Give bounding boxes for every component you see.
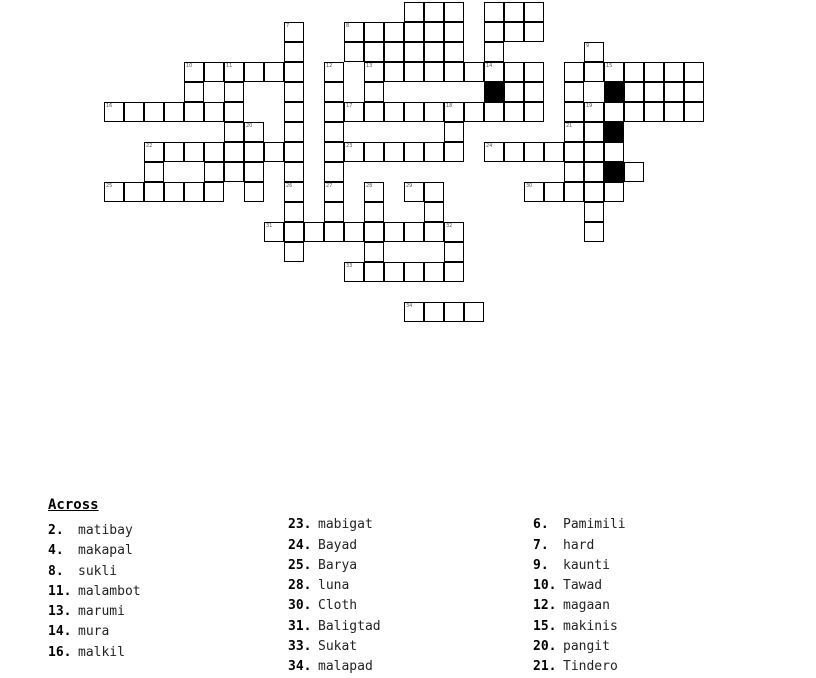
grid-cell-number: 23: [346, 143, 353, 149]
grid-cell[interactable]: [524, 142, 544, 162]
grid-cell[interactable]: [444, 242, 464, 262]
clue-item[interactable]: [533, 556, 803, 576]
grid-cell[interactable]: [604, 62, 624, 82]
grid-cell[interactable]: [664, 62, 684, 82]
grid-cell[interactable]: [664, 102, 684, 122]
grid-cell[interactable]: [424, 302, 444, 322]
grid-cell[interactable]: [584, 182, 604, 202]
clue-item[interactable]: [533, 536, 803, 556]
clue-text: Cloth: [318, 598, 358, 614]
grid-cell[interactable]: [624, 102, 644, 122]
clue-text: matibay: [78, 523, 133, 538]
grid-cell[interactable]: [224, 82, 244, 102]
grid-cell[interactable]: [444, 42, 464, 62]
grid-cell[interactable]: [144, 162, 164, 182]
grid-cell[interactable]: [324, 62, 344, 82]
grid-cell[interactable]: [144, 182, 164, 202]
grid-cell[interactable]: [624, 162, 644, 182]
grid-cell[interactable]: [284, 242, 304, 262]
grid-cell[interactable]: [384, 142, 404, 162]
grid-cell[interactable]: [384, 42, 404, 62]
grid-cell[interactable]: [404, 22, 424, 42]
grid-cell[interactable]: [444, 122, 464, 142]
grid-cell[interactable]: [364, 222, 384, 242]
grid-cell[interactable]: [564, 122, 584, 142]
grid-cell[interactable]: [324, 82, 344, 102]
grid-cell[interactable]: [364, 22, 384, 42]
clue-number: 20.: [533, 639, 557, 655]
clue-number: 24.: [288, 537, 312, 553]
grid-cell[interactable]: [284, 122, 304, 142]
grid-cell[interactable]: [464, 302, 484, 322]
grid-cell[interactable]: [424, 2, 444, 22]
grid-cell[interactable]: [404, 182, 424, 202]
grid-cell[interactable]: [604, 142, 624, 162]
clue-item[interactable]: [288, 576, 528, 596]
grid-cell[interactable]: [344, 262, 364, 282]
grid-cell[interactable]: [484, 22, 504, 42]
clue-item[interactable]: [533, 617, 803, 637]
grid-cell[interactable]: [624, 82, 644, 102]
grid-cell[interactable]: [504, 142, 524, 162]
grid-cell[interactable]: [644, 82, 664, 102]
grid-cell[interactable]: [364, 62, 384, 82]
grid-cell[interactable]: [164, 142, 184, 162]
grid-cell[interactable]: [104, 102, 124, 122]
grid-cell[interactable]: [204, 182, 224, 202]
grid-cell[interactable]: [244, 182, 264, 202]
grid-cell[interactable]: [564, 102, 584, 122]
clue-item[interactable]: [48, 521, 283, 541]
clue-number: 13.: [48, 604, 72, 620]
grid-cell[interactable]: [564, 162, 584, 182]
grid-cell[interactable]: [564, 182, 584, 202]
grid-cell[interactable]: [424, 222, 444, 242]
clue-item[interactable]: [48, 602, 283, 622]
grid-cell[interactable]: [244, 142, 264, 162]
grid-cell-number: 9: [586, 43, 590, 49]
grid-cell[interactable]: [584, 62, 604, 82]
clue-item[interactable]: [48, 562, 283, 582]
clue-text: luna: [318, 578, 350, 594]
grid-cell[interactable]: [284, 202, 304, 222]
grid-cell[interactable]: [424, 202, 444, 222]
grid-cell[interactable]: [424, 182, 444, 202]
grid-cell-number: 7: [286, 23, 290, 29]
grid-cell[interactable]: [444, 2, 464, 22]
grid-cell[interactable]: [344, 142, 364, 162]
clue-number: 4.: [48, 543, 64, 559]
clue-item[interactable]: [48, 541, 283, 561]
clue-number: 23.: [288, 517, 312, 533]
clue-item[interactable]: [288, 637, 528, 657]
grid-cell-number: 26: [286, 183, 293, 189]
clue-text: mabigat: [318, 517, 373, 533]
grid-cell[interactable]: [664, 82, 684, 102]
grid-cell[interactable]: [584, 162, 604, 182]
grid-cell[interactable]: [584, 122, 604, 142]
grid-cell[interactable]: [604, 102, 624, 122]
grid-cell-number: 34: [406, 303, 413, 309]
grid-cell[interactable]: [384, 102, 404, 122]
clue-item[interactable]: [288, 596, 528, 616]
grid-cell-number: 14: [486, 63, 493, 69]
grid-cell[interactable]: [364, 142, 384, 162]
clue-number: 34.: [288, 659, 312, 675]
grid-cell[interactable]: [204, 142, 224, 162]
grid-cell[interactable]: [484, 42, 504, 62]
grid-cell[interactable]: [504, 22, 524, 42]
clues-column-right: [533, 495, 803, 678]
grid-cell[interactable]: [124, 102, 144, 122]
clue-item[interactable]: [288, 536, 528, 556]
grid-cell-number: 25: [106, 183, 113, 189]
clue-text: Baligtad: [318, 618, 381, 634]
grid-cell[interactable]: [344, 222, 364, 242]
clue-item[interactable]: [288, 556, 528, 576]
grid-cell[interactable]: [224, 142, 244, 162]
grid-cell-number: 20: [246, 123, 253, 129]
grid-cell[interactable]: [384, 22, 404, 42]
grid-cell[interactable]: [204, 162, 224, 182]
grid-cell-number: 18: [446, 103, 453, 109]
grid-cell[interactable]: [284, 162, 304, 182]
grid-cell[interactable]: [244, 122, 264, 142]
grid-cell-number: 8: [346, 23, 350, 29]
grid-cell[interactable]: [684, 82, 704, 102]
grid-cell[interactable]: [284, 182, 304, 202]
grid-cell[interactable]: [184, 82, 204, 102]
grid-cell[interactable]: [584, 102, 604, 122]
grid-cell[interactable]: [284, 82, 304, 102]
grid-cell[interactable]: [484, 62, 504, 82]
grid-cell[interactable]: [584, 142, 604, 162]
clue-number: 21.: [533, 659, 557, 675]
grid-cell[interactable]: [524, 2, 544, 22]
clue-text: kaunti: [563, 557, 610, 573]
clue-number: 30.: [288, 598, 312, 614]
clue-number: 28.: [288, 578, 312, 594]
clue-item[interactable]: [533, 576, 803, 596]
grid-cell[interactable]: [524, 82, 544, 102]
grid-cell[interactable]: [364, 42, 384, 62]
grid-cell[interactable]: [324, 102, 344, 122]
grid-cell[interactable]: [224, 122, 244, 142]
grid-cell[interactable]: [244, 162, 264, 182]
grid-cell[interactable]: [564, 142, 584, 162]
clue-text: Barya: [318, 557, 358, 573]
grid-cell[interactable]: [424, 102, 444, 122]
clue-text: Pamimili: [563, 517, 626, 533]
clue-item[interactable]: [288, 617, 528, 637]
grid-cell[interactable]: [404, 262, 424, 282]
grid-cell[interactable]: [424, 42, 444, 62]
grid-cell[interactable]: [204, 62, 224, 82]
clues-column-middle: [288, 495, 528, 678]
grid-cell[interactable]: [324, 182, 344, 202]
clue-text: malambot: [78, 583, 141, 599]
grid-cell[interactable]: [324, 142, 344, 162]
grid-cell[interactable]: [444, 62, 464, 82]
grid-cell[interactable]: [224, 62, 244, 82]
grid-cell[interactable]: [404, 142, 424, 162]
grid-cell-number: 16: [106, 103, 113, 109]
grid-cell[interactable]: [564, 82, 584, 102]
clue-text: makinis: [563, 618, 618, 634]
grid-cell[interactable]: [624, 62, 644, 82]
grid-cell[interactable]: [464, 62, 484, 82]
grid-cell[interactable]: [364, 242, 384, 262]
grid-cell[interactable]: [404, 302, 424, 322]
grid-cell[interactable]: [444, 262, 464, 282]
grid-cell[interactable]: [424, 22, 444, 42]
grid-cell[interactable]: [524, 22, 544, 42]
grid-cell[interactable]: [344, 102, 364, 122]
grid-cell[interactable]: [684, 102, 704, 122]
grid-cell-number: 10: [186, 63, 193, 69]
grid-cell-number: 19: [586, 103, 593, 109]
clue-text: makapal: [78, 543, 133, 559]
clue-item[interactable]: [533, 596, 803, 616]
grid-cell: [604, 82, 624, 102]
grid-cell-number: 11: [226, 63, 233, 69]
grid-cell-number: 28: [366, 183, 373, 189]
grid-cell[interactable]: [144, 142, 164, 162]
grid-cell[interactable]: [144, 102, 164, 122]
grid-cell-number: 29: [406, 183, 413, 189]
clue-number: 10.: [533, 578, 557, 594]
clue-number: 31.: [288, 618, 312, 634]
grid-cell[interactable]: [524, 182, 544, 202]
clue-text: Tawad: [563, 578, 603, 594]
grid-cell[interactable]: [164, 182, 184, 202]
grid-cell[interactable]: [444, 222, 464, 242]
grid-cell-number: 12: [326, 63, 333, 69]
grid-cell[interactable]: [344, 22, 364, 42]
column-spacer: [533, 495, 803, 515]
grid-cell-number: 21: [566, 123, 573, 129]
clue-item[interactable]: [533, 515, 803, 535]
clue-number: 14.: [48, 624, 72, 640]
grid-cell[interactable]: [404, 102, 424, 122]
grid-cell[interactable]: [504, 2, 524, 22]
grid-cell[interactable]: [364, 102, 384, 122]
clue-text: Sukat: [318, 639, 358, 655]
grid-cell[interactable]: [584, 42, 604, 62]
grid-cell[interactable]: [444, 22, 464, 42]
grid-cell[interactable]: [404, 62, 424, 82]
clue-number: 33.: [288, 639, 312, 655]
grid-cell[interactable]: [444, 142, 464, 162]
grid-cell[interactable]: [544, 142, 564, 162]
grid-cell[interactable]: [504, 62, 524, 82]
clue-number: 12.: [533, 598, 557, 614]
grid-cell[interactable]: [184, 62, 204, 82]
grid-cell[interactable]: [184, 182, 204, 202]
grid-cell[interactable]: [324, 202, 344, 222]
clue-text: malapad: [318, 659, 373, 675]
clue-text: pangit: [563, 639, 610, 655]
grid-cell-number: 17: [346, 103, 353, 109]
grid-cell[interactable]: [344, 42, 364, 62]
grid-cell[interactable]: [504, 102, 524, 122]
clue-item[interactable]: [48, 622, 283, 642]
grid-cell[interactable]: [224, 162, 244, 182]
clue-number: 6.: [533, 517, 549, 533]
grid-cell[interactable]: [444, 302, 464, 322]
grid-cell-number: 32: [446, 223, 453, 229]
clue-number: 7.: [533, 537, 549, 553]
grid-cell[interactable]: [204, 102, 224, 122]
grid-cell[interactable]: [244, 62, 264, 82]
grid-cell[interactable]: [104, 182, 124, 202]
clue-number: 16.: [48, 644, 72, 660]
clue-text: malkil: [78, 644, 125, 660]
clue-number: 2.: [48, 523, 64, 538]
grid-cell-number: 22: [146, 143, 153, 149]
grid-cell[interactable]: [424, 142, 444, 162]
clue-number: 9.: [533, 557, 549, 573]
clue-item[interactable]: [48, 643, 283, 663]
grid-cell[interactable]: [364, 82, 384, 102]
clue-text: magaan: [563, 598, 610, 614]
grid-cell-number: 27: [326, 183, 333, 189]
grid-cell[interactable]: [444, 102, 464, 122]
grid-cell[interactable]: [184, 102, 204, 122]
grid-cell[interactable]: [324, 222, 344, 242]
grid-cell[interactable]: [584, 202, 604, 222]
clue-text: mura: [78, 624, 110, 640]
grid-cell[interactable]: [404, 42, 424, 62]
clue-item[interactable]: [48, 582, 283, 602]
column-spacer: [288, 495, 528, 515]
grid-cell[interactable]: [364, 182, 384, 202]
clue-number: 25.: [288, 557, 312, 573]
clue-text: marumi: [78, 604, 125, 620]
grid-cell[interactable]: [384, 62, 404, 82]
across-heading: Across: [48, 497, 99, 513]
grid-cell[interactable]: [324, 122, 344, 142]
grid-cell-number: 13: [366, 63, 373, 69]
grid-cell[interactable]: [264, 62, 284, 82]
grid-cell-number: 15: [606, 63, 613, 69]
grid-cell[interactable]: [484, 102, 504, 122]
grid-cell: [484, 82, 504, 102]
grid-cell-number: 30: [526, 183, 533, 189]
grid-cell[interactable]: [284, 62, 304, 82]
grid-cell-number: 33: [346, 263, 353, 269]
grid-cell[interactable]: [224, 102, 244, 122]
clue-number: 15.: [533, 618, 557, 634]
grid-cell-number: 31: [266, 223, 273, 229]
clue-item[interactable]: [533, 657, 803, 677]
grid-cell[interactable]: [284, 222, 304, 242]
clue-item[interactable]: [533, 637, 803, 657]
grid-cell: [604, 162, 624, 182]
grid-cell[interactable]: [384, 222, 404, 242]
grid-cell[interactable]: [164, 102, 184, 122]
grid-cell[interactable]: [324, 162, 344, 182]
grid-cell[interactable]: [264, 222, 284, 242]
grid-cell[interactable]: [524, 102, 544, 122]
grid-cell[interactable]: [464, 102, 484, 122]
grid-cell[interactable]: [604, 182, 624, 202]
grid-cell[interactable]: [284, 102, 304, 122]
grid-cell[interactable]: [524, 62, 544, 82]
clue-text: hard: [563, 537, 595, 553]
grid-cell[interactable]: [684, 62, 704, 82]
grid-cell[interactable]: [284, 22, 304, 42]
grid-cell[interactable]: [264, 142, 284, 162]
grid-cell[interactable]: [404, 222, 424, 242]
clue-text: sukli: [78, 563, 118, 579]
clue-number: 11.: [48, 583, 72, 599]
grid-cell[interactable]: [124, 182, 144, 202]
clue-item[interactable]: [288, 515, 528, 535]
clue-number: 8.: [48, 563, 64, 579]
grid-cell[interactable]: [184, 142, 204, 162]
grid-cell[interactable]: [424, 262, 444, 282]
grid-cell[interactable]: [644, 102, 664, 122]
clue-text: Tindero: [563, 659, 618, 675]
grid-cell[interactable]: [364, 262, 384, 282]
grid-cell[interactable]: [364, 202, 384, 222]
grid-cell[interactable]: [304, 222, 324, 242]
grid-cell[interactable]: [484, 2, 504, 22]
grid-cell[interactable]: [584, 222, 604, 242]
grid-cell[interactable]: [284, 42, 304, 62]
grid-cell[interactable]: [284, 142, 304, 162]
grid-cell[interactable]: [424, 62, 444, 82]
grid-cell[interactable]: [504, 82, 524, 102]
clue-text: Bayad: [318, 537, 358, 553]
grid-cell[interactable]: [564, 62, 584, 82]
grid-cell[interactable]: [644, 62, 664, 82]
grid-cell[interactable]: [384, 262, 404, 282]
clue-item[interactable]: [288, 657, 528, 677]
grid-cell: [604, 122, 624, 142]
grid-cell[interactable]: [404, 2, 424, 22]
grid-cell[interactable]: [544, 182, 564, 202]
clues-column-across: [48, 495, 283, 663]
crossword-grid[interactable]: [0, 0, 816, 330]
grid-cell[interactable]: [484, 142, 504, 162]
grid-cell-number: 24: [486, 143, 493, 149]
